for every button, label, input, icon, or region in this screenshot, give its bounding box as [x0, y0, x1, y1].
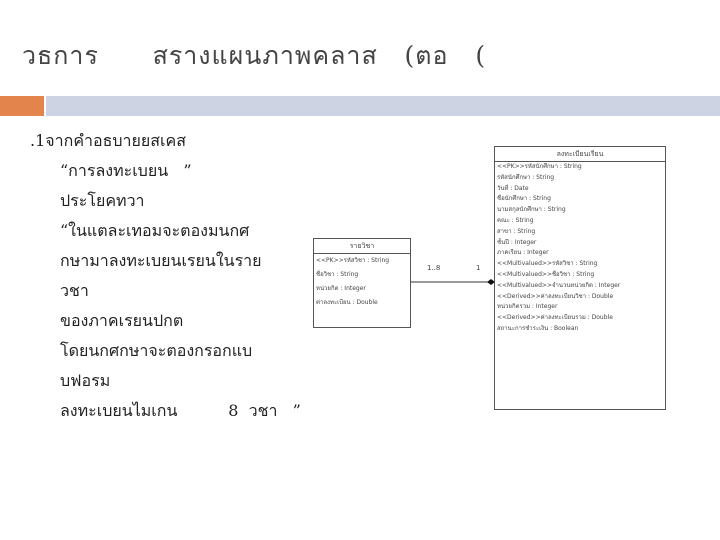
bullet-text: วชา	[60, 281, 89, 300]
class-attribute: <<Derived>>ค่าลงทะเบียนวิชา : Double	[497, 292, 614, 300]
class-attribute: สาขา : String	[497, 227, 536, 235]
bullet-text: “การลงทะเบยน ”	[60, 161, 192, 180]
slide-title: วธการ สรางแผนภาพคลาส (ตอ (	[22, 41, 487, 70]
class-attribute: <<Multivalued>>รหัสวิชา : String	[497, 260, 598, 268]
class-attribute: สถานะการชำระเงิน : Boolean	[497, 324, 579, 332]
class-attribute: <<Multivalued>>จำนวนหน่วยกิต : Integer	[497, 281, 621, 289]
class-name: รายวิชา	[314, 239, 410, 254]
class-attribute: คณะ : String	[497, 216, 534, 224]
multiplicity-right: 1	[476, 264, 481, 272]
class-attribute: <<PK>>รหัสวิชา : String	[316, 257, 390, 264]
class-attribute: หน่วยกิต : Integer	[316, 285, 366, 292]
bullet-text: ของภาคเรยนปกต	[60, 311, 184, 330]
bullet-text: .1จากคำอธบายยสเคส	[30, 131, 186, 150]
bullet-text: กษามาลงทะเบยนเรยนในราย	[60, 251, 262, 270]
bullet-text: ประโยคทวา	[60, 191, 145, 210]
class-attribute: ชื่อนักศึกษา : String	[497, 195, 551, 203]
class-attribute: วันที่ : Date	[497, 184, 529, 192]
class-attribute: <<Derived>>ค่าลงทะเบียนรวม : Double	[497, 314, 613, 322]
class-attribute: หน่วยกิตรวม : Integer	[497, 303, 558, 311]
bullet-text: โดยนกศกษาจะตองกรอกแบ	[60, 341, 253, 360]
class-box-registration	[494, 146, 666, 410]
bullet-text: บฟอรม	[60, 371, 111, 390]
class-attribute: ภาคเรียน : Integer	[497, 249, 549, 257]
class-attribute: ชื่อวิชา : String	[316, 271, 359, 278]
bullet-text: ลงทะเบยนไมเกน 8 วชา ”	[60, 401, 301, 420]
class-attribute: <<Multivalued>>ชื่อวิชา : String	[497, 270, 595, 278]
class-attribute: ชั้นปี : Integer	[497, 238, 537, 246]
class-name: ลงทะเบียนเรียน	[495, 147, 665, 162]
class-attribute: รหัสนักศึกษา : String	[497, 173, 555, 181]
class-attribute: ค่าลงทะเบียน : Double	[316, 299, 378, 306]
class-attribute: <<PK>>รหัสนักศึกษา : String	[497, 163, 582, 170]
multiplicity-left: 1..8	[427, 264, 441, 272]
class-box-course	[313, 238, 411, 328]
bullet-text: “ในแตละเทอมจะตองมนกศ	[60, 221, 250, 240]
class-attribute: นามสกุลนักศึกษา : String	[497, 206, 566, 214]
